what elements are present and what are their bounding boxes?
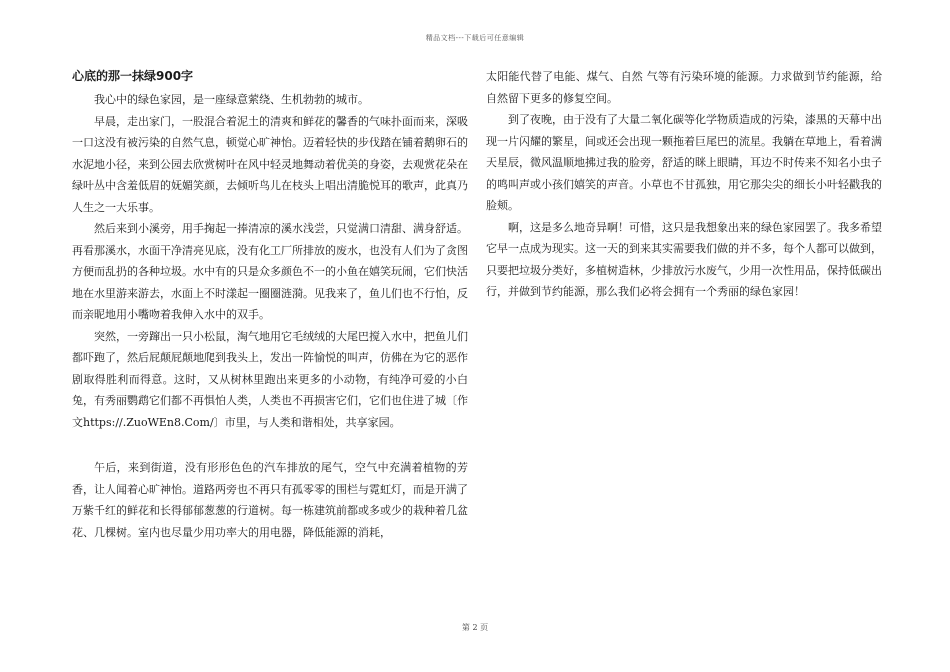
- article-title: 心底的那一抹绿900字: [72, 69, 194, 83]
- left-column: [72, 66, 468, 543]
- paragraph-1: 我心中的绿色家园，是一座绿意萦绕、生机勃勃的城市。: [94, 93, 369, 106]
- paragraph-2: 早晨，走出家门，一股混合着泥土的清爽和鲜花的馨香的气味扑面而来，深吸一口这没有被污染的自然气息，顿觉心旷神怡。迈着轻快的步伐踏在铺着鹅卵石的水泥地小径，来到公园去欣赏树叶在风中轻灵地舞动着优美的身姿，去观赏花朵在绿叶丛中含羞低眉的妩媚笑颜，去倾听鸟儿在枝头上唱出清脆悦耳的歌声，此真乃人生之一大乐事。: [72, 114, 468, 214]
- paragraph-gap: [72, 433, 468, 457]
- paragraph-5: 午后，来到街道，没有形形色色的汽车排放的尾气，空气中充满着植物的芳香，让人闻着心旷神怡。道路两旁也不再只有孤零零的围栏与霓虹灯，而是开满了万紫千红的鲜花和长得郁郁葱葱的行道树。每一栋建筑前都或多或少的栽种着几盆花、几棵树。室内也尽量少用功率大的用电器，降低能源的消耗，: [72, 461, 468, 539]
- paragraph-3: 然后来到小溪旁，用手掬起一捧清凉的溪水浅尝，只觉满口清甜、满身舒适。再看那溪水，水面干净清亮见底，没有化工厂所排放的废水，也没有人们为了贪图方便而乱扔的各种垃圾。水中有的只是众多颜色不一的小鱼在嬉笑玩闹，它们快活地在水里游来游去，水面上不时漾起一圈圈涟漪。见我来了，鱼儿们也不行怕，反而亲昵地用小嘴吻着我伸入水中的双手。: [72, 222, 468, 321]
- right-column: [486, 66, 882, 303]
- paragraph-8: 啊，这是多么地奇异啊！可惜，这只是我想象出来的绿色家园罢了。我多希望它早一点成为现实。这一天的到来其实需要我们做的并不多，每个人都可以做到，只要把垃圾分类好，多植树造林，少排放污水废气，少用一次性用品，保持低碳出行，并做到节约能源，那么我们必将会拥有一个秀丽的绿色家园！: [486, 220, 882, 298]
- paragraph-7: 到了夜晚，由于没有了大量二氧化碳等化学物质造成的污染，漆黑的天幕中出现一片闪耀的繁星，间或还会出现一颗拖着巨尾巴的流星。我躺在草地上，看着满天星辰，微风温顺地拂过我的脸旁，舒适的眯上眼睛，耳边不时传来不知名小虫子的鸣叫声或小孩们嬉笑的声音。小草也不甘孤独，用它那尖尖的细长小叶轻戳我的脸颊。: [486, 113, 882, 212]
- paragraph-4: 突然，一旁蹿出一只小松鼠，淘气地用它毛绒绒的大尾巴搅入水中，把鱼儿们都吓跑了，然后屁颠屁颠地爬到我头上，发出一阵愉悦的叫声，仿佛在为它的恶作剧取得胜利而得意。这时，又从树林里跑出来更多的小动物，有纯净可爱的小白兔，有秀丽鹦鹉它们都不再惧怕人类，人类也不再损害它们，它们也住进了城〔作文https://.ZuoWEn8.Com/〕市里，与人类和谐相处，共享家园。: [72, 329, 468, 429]
- page-header: 精品文档---下载后可任意编辑: [425, 34, 525, 42]
- paragraph-6: 太阳能代替了电能、煤气、自然 气等有污染环境的能源。力求做到节约能源，给自然留下更多的修复空间。: [486, 70, 882, 105]
- page-number: 第 2 页: [461, 623, 489, 632]
